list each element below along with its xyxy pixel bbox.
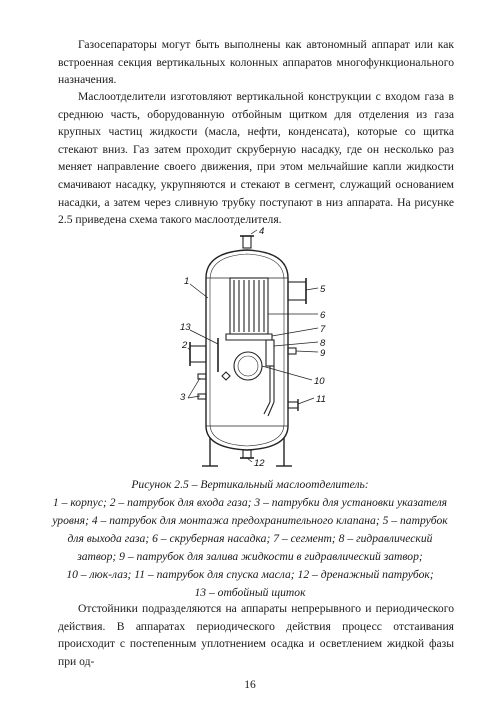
caption-line: уровня; 4 – патрубок для монтажа предохранительного клапана; 5 – патрубок (52, 514, 448, 527)
paragraph-oil-separators: Маслоотделители изготовляют вертикальной конструкции с входом газа в среднюю часть, оборудованную отбойным щитком для отделения из газа крупных частиц жидкости (масла, нефти, конденсата), которые со щитка стекают вниз. Газ затем проходит скруберную насадку, где он несколько раз меняет направление своего движения, при этом мельчайшие капли жидкости смачивают насадку, укрупняются и стекают в сегмент, служащий основанием насадки, а затем через сливную трубку поступают в низ аппарата. На рисунке 2.5 приведена схема такого маслоотделителя. (58, 90, 454, 227)
page-number: 16 (244, 678, 256, 691)
callout-8: 8 (320, 338, 326, 349)
callout-3: 3 (180, 392, 186, 403)
paragraph-gas-separators: Газосепараторы могут быть выполнены как автономный аппарат или как встроенная секция вертикальных колонных аппаратов многофункционального назначения. (58, 38, 454, 87)
caption-line: 1 – корпус; 2 – патрубок для входа газа; 3 – патрубки для установки указателя (52, 496, 448, 509)
callout-12: 12 (254, 458, 265, 469)
caption-line: для выхода газа; 6 – скруберная насадка; 7 – сегмент; 8 – гидравлический (67, 532, 433, 545)
callout-10: 10 (314, 376, 325, 387)
paragraph-settlers: Отстойники подразделяются на аппараты непрерывного и периодического действия. В аппаратах периодического действия процесс отстаивания происходит с постепенным уплотнением осадка и осветлением жидкой фазы при од- (58, 602, 454, 668)
callout-1: 1 (184, 276, 190, 287)
caption-line: затвор; 9 – патрубок для залива жидкости в гидравлический затвор; (77, 550, 423, 563)
oil-separator-diagram (160, 226, 340, 472)
caption-title: Рисунок 2.5 – Вертикальный маслоотделитель: (131, 478, 369, 491)
callout-2: 2 (182, 340, 188, 351)
caption-line: 13 – отбойный щиток (194, 586, 306, 599)
callout-7: 7 (320, 324, 326, 335)
callout-11: 11 (316, 394, 326, 405)
callout-4: 4 (259, 226, 265, 237)
caption-line: 10 – люк-лаз; 11 – патрубок для спуска масла; 12 – дренажный патрубок; (66, 568, 434, 581)
callout-6: 6 (320, 310, 326, 321)
callout-5: 5 (320, 284, 326, 295)
callout-9: 9 (320, 348, 326, 359)
figure-caption (40, 476, 460, 602)
callout-13: 13 (180, 322, 191, 333)
